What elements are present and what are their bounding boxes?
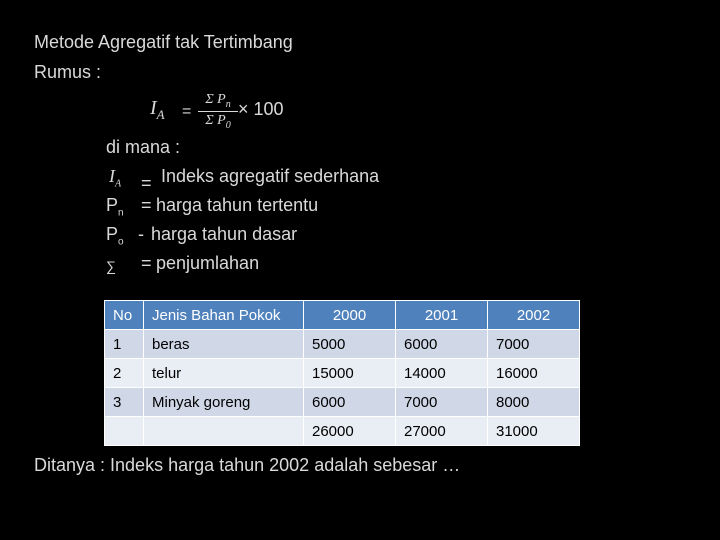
table-cell: 5000: [304, 330, 396, 359]
table-cell: 15000: [304, 359, 396, 388]
definition-text: Indeks agregatif sederhana: [161, 166, 380, 186]
table-header-row: [105, 301, 580, 330]
table-total-row: [105, 417, 580, 446]
definition-symbol: $P_o$: [106, 224, 124, 248]
table-cell: 2: [105, 359, 144, 388]
table-cell: 7000: [488, 330, 580, 359]
rumus-label: Rumus :: [34, 62, 102, 82]
table-header-cell: 2002: [488, 301, 580, 330]
table-header-cell: 2000: [304, 301, 396, 330]
formula-multiplier: × 100: [238, 99, 284, 119]
question-text: Ditanya : Indeks harga tahun 2002 adalah sebesar …: [34, 455, 461, 475]
definition-sep: -: [138, 224, 144, 244]
table-cell: [105, 417, 144, 446]
table-header-cell: 2001: [396, 301, 488, 330]
table-cell: beras: [144, 330, 304, 359]
formula-denominator: Σ $P_0$: [205, 112, 231, 131]
dimana-label: di mana :: [106, 137, 181, 157]
slide-title: Metode Agregatif tak Tertimbang: [34, 32, 293, 52]
definition-sep: =: [141, 173, 152, 193]
fraction-bar: [198, 111, 238, 112]
table-row: [105, 359, 580, 388]
table-cell: 16000: [488, 359, 580, 388]
table-cell: 3: [105, 388, 144, 417]
definition-symbol: $P_n$: [106, 195, 124, 219]
table-cell: 1: [105, 330, 144, 359]
definition-sep: =: [141, 195, 152, 215]
definition-text: penjumlahan: [156, 253, 260, 273]
definition-text: harga tahun dasar: [151, 224, 298, 244]
table-cell: Minyak goreng: [144, 388, 304, 417]
sigma-icon: ∑: [106, 258, 116, 274]
table-header-cell: No: [105, 301, 144, 330]
definition-symbol: $I_A$: [109, 166, 122, 190]
table-cell: 6000: [396, 330, 488, 359]
table-cell: 8000: [488, 388, 580, 417]
table-cell: [144, 417, 304, 446]
formula-lhs: $I_A$: [150, 97, 165, 122]
table-row: [105, 388, 580, 417]
table-cell: telur: [144, 359, 304, 388]
table-cell: 14000: [396, 359, 488, 388]
table-cell: 6000: [304, 388, 396, 417]
formula-numerator: Σ $P_n$: [205, 92, 231, 110]
definition-text: harga tahun tertentu: [156, 195, 319, 215]
formula-fraction: [198, 92, 238, 131]
table-cell: 7000: [396, 388, 488, 417]
table-row: [105, 330, 580, 359]
table-header-cell: Jenis Bahan Pokok: [144, 301, 304, 330]
formula-equals: =: [182, 103, 192, 120]
table-cell: 26000: [304, 417, 396, 446]
table-cell: 31000: [488, 417, 580, 446]
definition-sep: =: [141, 253, 152, 273]
price-table: [104, 300, 580, 446]
table-cell: 27000: [396, 417, 488, 446]
